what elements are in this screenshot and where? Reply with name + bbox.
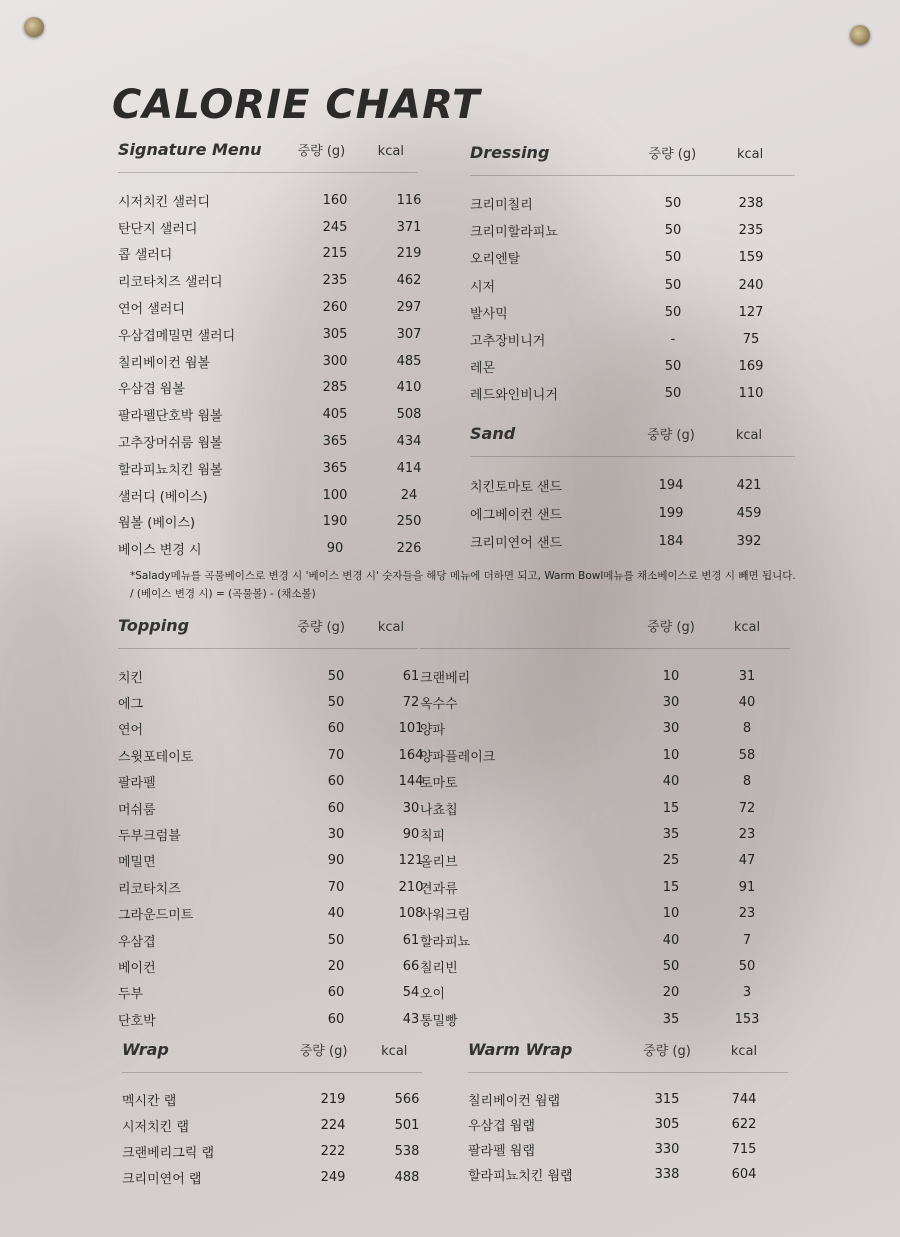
item-weight: 30 <box>662 695 680 711</box>
item-weight: 35 <box>662 1011 680 1027</box>
item-name: 리코타치즈 샐러디 <box>118 275 223 291</box>
item-kcal: 250 <box>396 514 422 530</box>
table-row <box>118 689 418 715</box>
item-kcal: 66 <box>402 958 420 974</box>
item-weight: 305 <box>654 1117 680 1132</box>
table-row <box>470 353 795 380</box>
item-name: 멕시칸 랩 <box>122 1094 177 1110</box>
section-header <box>118 616 418 649</box>
table-row <box>420 980 790 1006</box>
item-name: 양파 <box>420 723 446 739</box>
item-kcal: 459 <box>736 505 762 521</box>
item-name: 사워크림 <box>420 908 471 924</box>
pin-right-icon <box>850 25 870 45</box>
item-name: 레몬 <box>470 361 496 377</box>
sand-section <box>470 424 795 556</box>
section-header <box>122 1040 422 1073</box>
kcal-header: kcal <box>377 144 404 159</box>
item-name: 크리미연어 샌드 <box>470 535 563 551</box>
item-kcal: 127 <box>738 304 764 320</box>
item-kcal: 7 <box>742 932 752 948</box>
item-name: 웜볼 (베이스) <box>118 516 196 532</box>
weight-header: 중량 (g) <box>643 1044 691 1059</box>
table-row <box>470 499 795 527</box>
kcal-header: kcal <box>735 428 763 443</box>
item-name: 오리엔탈 <box>470 252 521 268</box>
item-kcal: 240 <box>738 277 764 293</box>
section-title: Dressing <box>470 143 550 162</box>
dressing-section <box>470 143 795 408</box>
item-weight: 60 <box>327 721 345 737</box>
table-row <box>468 1087 788 1112</box>
weight-header: 중량 (g) <box>299 1044 348 1059</box>
table-body <box>420 663 790 1032</box>
item-kcal: 50 <box>738 958 756 974</box>
section-header <box>118 140 418 173</box>
item-name: 레드와인비니거 <box>470 388 558 404</box>
item-name: 칠리베이컨 웜랩 <box>468 1094 561 1109</box>
item-name: 할라피뇨치킨 웜볼 <box>118 462 223 478</box>
table-row <box>118 187 422 214</box>
table-row <box>118 769 424 795</box>
item-weight: 260 <box>322 300 348 316</box>
item-name: 오이 <box>420 987 446 1003</box>
table-row <box>420 795 790 821</box>
item-weight: 15 <box>662 800 680 816</box>
item-kcal: 715 <box>731 1142 757 1157</box>
item-weight: 315 <box>654 1092 680 1107</box>
item-name: 나쵸칩 <box>420 802 458 818</box>
item-weight: 10 <box>662 747 680 763</box>
table-row <box>420 927 790 953</box>
item-weight: 249 <box>320 1169 346 1185</box>
weight-header: 중량 (g) <box>647 620 695 635</box>
table-row <box>118 428 422 455</box>
section-title: Signature Menu <box>118 140 262 159</box>
item-kcal: 410 <box>396 380 422 396</box>
table-row <box>420 953 790 979</box>
item-kcal: 72 <box>738 800 756 816</box>
item-name: 발사믹 <box>470 306 508 322</box>
item-kcal: 31 <box>738 668 756 684</box>
table-row <box>470 217 795 244</box>
item-weight: 365 <box>322 434 348 450</box>
table-row <box>118 901 424 927</box>
table-row <box>470 527 795 555</box>
item-name: 칠리빈 <box>420 960 458 976</box>
table-row <box>118 1006 418 1032</box>
item-weight: 50 <box>327 932 345 948</box>
topping-section-right <box>420 616 790 1032</box>
item-name: 머쉬룸 <box>118 802 156 818</box>
item-weight: 184 <box>658 533 684 549</box>
item-kcal: 434 <box>396 434 422 450</box>
item-name: 에그 <box>118 697 144 713</box>
table-row <box>118 535 422 562</box>
table-row <box>470 471 795 499</box>
table-row <box>118 821 418 847</box>
table-row <box>118 795 418 821</box>
item-name: 양파플레이크 <box>420 749 496 765</box>
item-name: 팔라펠 <box>118 776 156 792</box>
item-name: 단호박 <box>118 1013 156 1029</box>
item-name: 고추장머쉬룸 웜볼 <box>118 436 223 452</box>
item-name: 크리미할라피뇨 <box>470 225 558 241</box>
item-kcal: 235 <box>738 223 764 239</box>
item-name: 그라운드미트 <box>118 908 194 924</box>
item-name: 스윗포테이토 <box>118 749 194 765</box>
page-title: CALORIE CHART <box>112 82 481 128</box>
kcal-header: kcal <box>737 147 764 162</box>
section-header <box>468 1040 788 1073</box>
table-row <box>118 455 422 482</box>
item-kcal: 421 <box>736 477 762 493</box>
item-kcal: 226 <box>396 541 422 557</box>
section-title: Wrap <box>122 1040 169 1059</box>
table-row <box>118 401 422 428</box>
item-weight: 50 <box>327 695 345 711</box>
item-weight: 305 <box>322 326 348 342</box>
table-row <box>118 874 424 900</box>
item-name: 시저 <box>470 279 496 295</box>
item-weight: 215 <box>322 246 348 262</box>
item-kcal: 307 <box>396 326 422 342</box>
table-row <box>118 214 422 241</box>
table-row <box>420 689 790 715</box>
item-kcal: 54 <box>402 985 420 1001</box>
item-name: 팔라펠 웜랩 <box>468 1144 535 1159</box>
item-weight: 50 <box>327 668 345 684</box>
table-row <box>470 380 795 407</box>
item-name: 치킨토마토 샌드 <box>470 479 563 495</box>
item-kcal: 121 <box>398 853 424 869</box>
item-weight: 50 <box>664 277 682 293</box>
item-kcal: 392 <box>736 533 762 549</box>
item-name: 메밀면 <box>118 855 156 871</box>
item-weight: 50 <box>664 304 682 320</box>
item-name: 칠리베이컨 웜볼 <box>118 355 211 371</box>
item-kcal: 47 <box>738 853 756 869</box>
item-name: 크리미칠리 <box>470 198 533 214</box>
item-weight: 60 <box>327 800 345 816</box>
section-title: Warm Wrap <box>468 1040 573 1059</box>
item-weight: 50 <box>664 223 682 239</box>
table-row <box>420 742 790 768</box>
table-row <box>122 1164 422 1190</box>
item-weight: 10 <box>662 668 680 684</box>
item-name: 시저치킨 샐러디 <box>118 194 211 210</box>
item-name: 옥수수 <box>420 697 458 713</box>
item-weight: 20 <box>662 985 680 1001</box>
item-kcal: 30 <box>402 800 420 816</box>
item-kcal: 159 <box>738 250 764 266</box>
item-kcal: 116 <box>396 192 422 208</box>
table-row <box>118 348 422 375</box>
topping-section-left <box>118 616 424 1032</box>
item-kcal: 61 <box>402 932 420 948</box>
item-name: 시저치킨 랩 <box>122 1120 189 1136</box>
item-weight: 50 <box>664 196 682 212</box>
table-body <box>470 190 795 408</box>
table-body <box>470 471 795 556</box>
item-name: 크랜베리그릭 랩 <box>122 1145 215 1161</box>
item-weight: 40 <box>662 774 680 790</box>
item-weight: 15 <box>662 879 680 895</box>
item-kcal: 90 <box>402 827 420 843</box>
table-body <box>118 187 422 562</box>
item-weight: 25 <box>662 853 680 869</box>
pin-left-icon <box>24 17 44 37</box>
item-name: 연어 샐러디 <box>118 302 185 318</box>
table-row <box>118 267 422 294</box>
item-weight: 190 <box>322 514 348 530</box>
item-name: 크리미연어 랩 <box>122 1171 202 1187</box>
weight-header: 중량 (g) <box>297 620 345 635</box>
item-name: 치킨 <box>118 670 144 686</box>
section-header <box>470 424 795 457</box>
item-weight: 35 <box>662 827 680 843</box>
table-row <box>468 1162 788 1187</box>
table-row <box>420 874 790 900</box>
item-kcal: 43 <box>402 1011 420 1027</box>
table-row <box>420 769 790 795</box>
table-row <box>420 848 790 874</box>
item-name: 올리브 <box>420 855 458 871</box>
item-weight: - <box>670 332 676 348</box>
table-row <box>420 1006 790 1032</box>
table-row <box>470 272 795 299</box>
table-row <box>118 742 424 768</box>
item-name: 탄단지 샐러디 <box>118 221 198 237</box>
item-weight: 50 <box>664 250 682 266</box>
kcal-header: kcal <box>730 1044 758 1059</box>
item-weight: 70 <box>327 747 345 763</box>
item-kcal: 23 <box>738 827 756 843</box>
item-kcal: 58 <box>738 747 756 763</box>
weight-header: 중량 (g) <box>297 144 346 159</box>
item-kcal: 164 <box>398 747 424 763</box>
item-kcal: 108 <box>398 906 424 922</box>
table-row <box>420 901 790 927</box>
item-weight: 40 <box>327 906 345 922</box>
section-header <box>420 616 790 649</box>
item-weight: 199 <box>658 505 684 521</box>
item-weight: 219 <box>320 1092 346 1108</box>
table-row <box>470 244 795 271</box>
item-weight: 40 <box>662 932 680 948</box>
table-body <box>122 1087 422 1190</box>
item-weight: 10 <box>662 906 680 922</box>
item-weight: 60 <box>327 774 345 790</box>
item-weight: 235 <box>322 273 348 289</box>
item-weight: 20 <box>327 958 345 974</box>
table-row <box>118 927 418 953</box>
table-row <box>420 716 790 742</box>
item-weight: 60 <box>327 985 345 1001</box>
item-kcal: 462 <box>396 273 422 289</box>
footnote <box>130 567 820 603</box>
signature-section <box>118 140 422 562</box>
item-kcal: 8 <box>742 774 752 790</box>
item-kcal: 72 <box>402 695 420 711</box>
item-weight: 245 <box>322 219 348 235</box>
item-kcal: 110 <box>738 386 764 402</box>
item-kcal: 8 <box>742 721 752 737</box>
table-row <box>118 953 418 979</box>
warmwrap-section <box>468 1040 788 1187</box>
section-title: Sand <box>470 424 516 443</box>
item-weight: 90 <box>326 541 344 557</box>
item-kcal: 485 <box>396 353 422 369</box>
table-row <box>118 848 424 874</box>
item-weight: 222 <box>320 1143 346 1159</box>
item-kcal: 210 <box>398 879 424 895</box>
item-kcal: 169 <box>738 359 764 375</box>
table-row <box>468 1137 788 1162</box>
weight-header: 중량 (g) <box>647 428 695 443</box>
table-row <box>470 299 795 326</box>
table-body <box>118 663 424 1032</box>
item-name: 베이컨 <box>118 960 156 976</box>
table-row <box>118 980 418 1006</box>
table-row <box>118 663 418 689</box>
item-kcal: 75 <box>742 332 760 348</box>
item-kcal: 744 <box>731 1092 757 1107</box>
table-row <box>420 663 790 689</box>
item-name: 할라피뇨치킨 웜랩 <box>468 1169 573 1184</box>
item-name: 토마토 <box>420 776 458 792</box>
section-title: Topping <box>118 616 190 635</box>
section-header <box>470 143 795 176</box>
item-weight: 405 <box>322 407 348 423</box>
item-weight: 50 <box>664 359 682 375</box>
item-kcal: 414 <box>396 460 422 476</box>
table-row <box>118 321 422 348</box>
item-kcal: 371 <box>396 219 422 235</box>
item-name: 두부크럼블 <box>118 829 181 845</box>
item-weight: 60 <box>327 1011 345 1027</box>
item-kcal: 91 <box>738 879 756 895</box>
item-kcal: 566 <box>394 1092 420 1108</box>
kcal-header: kcal <box>381 1044 408 1059</box>
item-kcal: 24 <box>400 487 418 503</box>
item-kcal: 297 <box>396 300 422 316</box>
item-weight: 50 <box>662 958 680 974</box>
item-kcal: 101 <box>398 721 424 737</box>
item-weight: 90 <box>327 853 345 869</box>
item-name: 리코타치즈 <box>118 881 181 897</box>
item-name: 팔라펠단호박 웜볼 <box>118 409 223 425</box>
table-row <box>470 326 795 353</box>
item-name: 베이스 변경 시 <box>118 543 202 559</box>
item-name: 우삼겹메밀면 샐러디 <box>118 328 236 344</box>
item-name: 샐러디 (베이스) <box>118 489 208 505</box>
table-row <box>470 190 795 217</box>
item-weight: 100 <box>322 487 348 503</box>
table-row <box>118 482 418 509</box>
item-kcal: 144 <box>398 774 424 790</box>
item-kcal: 508 <box>396 407 422 423</box>
item-kcal: 604 <box>731 1167 757 1182</box>
item-weight: 194 <box>658 477 684 493</box>
item-name: 통밀빵 <box>420 1013 458 1029</box>
item-kcal: 3 <box>742 985 752 1001</box>
table-row <box>118 241 422 268</box>
item-name: 우삼겹 웜랩 <box>468 1119 535 1134</box>
table-row <box>118 294 422 321</box>
item-name: 칙피 <box>420 829 446 845</box>
item-weight: 330 <box>654 1142 680 1157</box>
item-kcal: 538 <box>394 1143 420 1159</box>
item-kcal: 23 <box>738 906 756 922</box>
item-name: 우삼겹 <box>118 934 156 950</box>
item-name: 견과류 <box>420 881 458 897</box>
item-name: 고추장비니거 <box>470 334 546 350</box>
kcal-header: kcal <box>377 620 405 635</box>
item-weight: 30 <box>327 827 345 843</box>
table-row <box>420 821 790 847</box>
table-row <box>118 375 422 402</box>
item-name: 콥 샐러디 <box>118 248 173 264</box>
item-kcal: 488 <box>394 1169 420 1185</box>
item-name: 우삼겹 웜볼 <box>118 382 185 398</box>
item-weight: 70 <box>327 879 345 895</box>
item-kcal: 153 <box>734 1011 760 1027</box>
item-kcal: 61 <box>402 668 420 684</box>
item-name: 크랜베리 <box>420 670 471 686</box>
item-name: 연어 <box>118 723 144 739</box>
table-row <box>122 1139 422 1165</box>
item-weight: 285 <box>322 380 348 396</box>
table-row <box>122 1087 422 1113</box>
item-weight: 338 <box>654 1167 680 1182</box>
item-kcal: 219 <box>396 246 422 262</box>
table-body <box>468 1087 788 1187</box>
item-name: 두부 <box>118 987 144 1003</box>
item-weight: 160 <box>322 192 348 208</box>
item-kcal: 622 <box>731 1117 757 1132</box>
wrap-section <box>122 1040 422 1190</box>
table-row <box>118 509 422 536</box>
item-weight: 300 <box>322 353 348 369</box>
item-weight: 365 <box>322 460 348 476</box>
item-kcal: 238 <box>738 196 764 212</box>
table-row <box>468 1112 788 1137</box>
table-row <box>122 1113 422 1139</box>
item-weight: 50 <box>664 386 682 402</box>
table-row <box>118 716 424 742</box>
item-weight: 224 <box>320 1118 346 1134</box>
footnote-line: *Salady메뉴를 곡물베이스로 변경 시 '베이스 변경 시' 숫자들을 해당 메뉴에 더하면 되고, Warm Bowl메뉴를 채소베이스로 변경 시 빼면 됩니다. <box>130 570 796 582</box>
item-weight: 30 <box>662 721 680 737</box>
kcal-header: kcal <box>733 620 761 635</box>
footnote-line: / (베이스 변경 시) = (곡물볼) - (채소볼) <box>130 588 316 600</box>
item-name: 할라피뇨 <box>420 934 471 950</box>
item-kcal: 40 <box>738 695 756 711</box>
item-kcal: 501 <box>394 1118 420 1134</box>
item-name: 에그베이컨 샌드 <box>470 507 563 523</box>
weight-header: 중량 (g) <box>648 147 697 162</box>
